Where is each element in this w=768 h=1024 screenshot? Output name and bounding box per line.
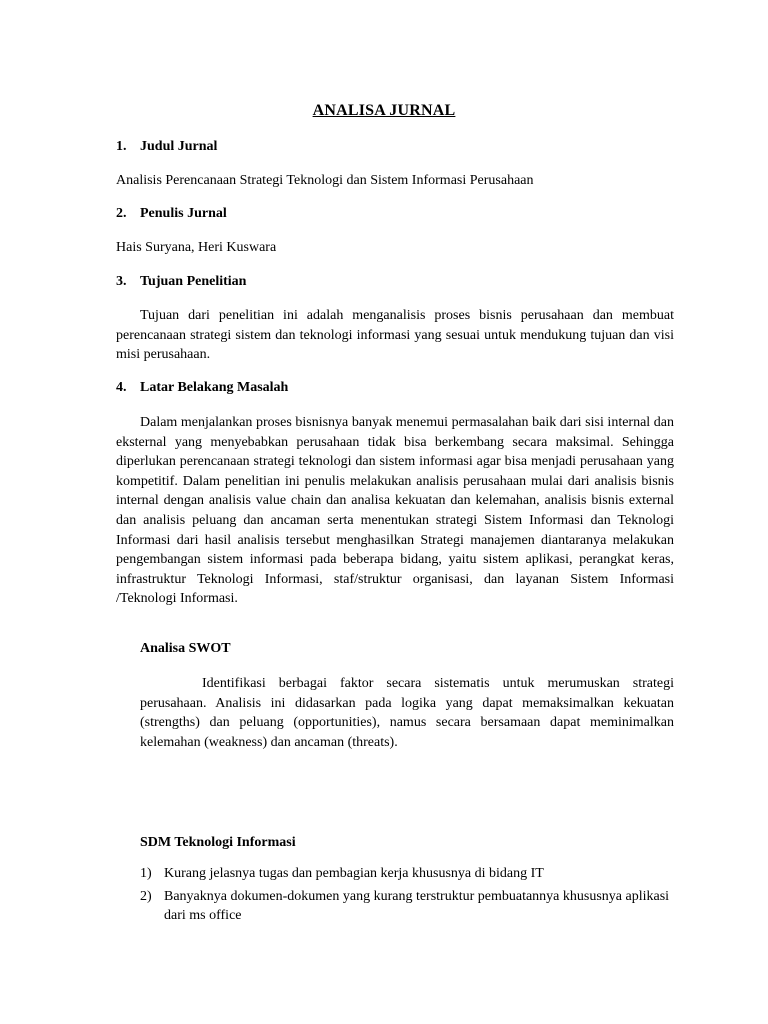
section-heading-label: Latar Belakang Masalah bbox=[140, 380, 289, 395]
list-marker: 1) bbox=[140, 866, 152, 881]
section-heading-label: Judul Jurnal bbox=[140, 139, 218, 154]
section-heading-label: Tujuan Penelitian bbox=[140, 274, 247, 289]
list-item-text: Banyaknya dokumen-dokumen yang kurang terstruktur pembuatannya khususnya aplikasi dari ms office bbox=[164, 888, 670, 924]
section-number: 3. bbox=[116, 274, 127, 289]
sdm-list bbox=[140, 864, 674, 929]
section-heading-label: Penulis Jurnal bbox=[140, 206, 227, 221]
swot-heading: Analisa SWOT bbox=[140, 641, 231, 656]
document-title: ANALISA JURNAL bbox=[312, 102, 456, 119]
section-heading-latar-belakang bbox=[116, 380, 288, 396]
section-number: 4. bbox=[116, 380, 127, 395]
section-content-tujuan: Tujuan dari penelitian ini adalah menganalisis proses bisnis perusahaan dan membuat perencanaan strategi sistem dan teknologi informasi yang sesuai untuk mendukung tujuan dan visi misi perusahaan. bbox=[116, 308, 674, 363]
section-content-penulis: Hais Suryana, Heri Kuswara bbox=[116, 240, 277, 255]
list-item-text: Kurang jelasnya tugas dan pembagian kerja khususnya di bidang IT bbox=[164, 866, 544, 881]
section-content-latar-belakang: Dalam menjalankan proses bisnisnya banyak menemui permasalahan baik dari sisi internal dan eksternal yang menyebabkan perusahaan tidak bisa berkembang secara maksimal. Sehingga diperlukan perencanaan strategi teknologi dan sistem informasi agar bisa menjadi perusahaan yang kompetitif. Dalam penelitian ini penulis melakukan analisis perusahaan mulai dari analisis bisnis internal dengan analisis value chain dan analisa kekuatan dan kelemahan, analisis bisnis external dan analisis peluang dan ancaman serta menentukan strategi Sistem Informasi dan Teknologi Informasi dari hasil analisis tersebut menghasilkan Strategi manajemen diantaranya melakukan pengembangan sistem informasi pada beberapa bidang, yaitu sistem aplikasi, perangkat keras, infrastruktur Teknologi Informasi, staf/struktur organisasi, dan layanan Sistem Informasi /Teknologi Informasi. bbox=[116, 415, 674, 607]
list-item bbox=[140, 887, 674, 926]
list-item bbox=[140, 864, 674, 884]
section-number: 1. bbox=[116, 139, 127, 154]
section-number: 2. bbox=[116, 206, 127, 221]
sdm-heading: SDM Teknologi Informasi bbox=[140, 835, 296, 850]
section-heading-tujuan bbox=[116, 274, 246, 290]
section-content-judul: Analisis Perencanaan Strategi Teknologi dan Sistem Informasi Perusahaan bbox=[116, 173, 534, 188]
section-heading-judul bbox=[116, 139, 217, 155]
swot-content: Identifikasi berbagai faktor secara sistematis untuk merumuskan strategi perusahaan. Analisis ini didasarkan pada logika yang dapat memaksimalkan kekuatan (strengths) dan peluang (opportunities), namus secara bersamaan dapat meminimalkan kelemahan (weakness) dan ancaman (threats). bbox=[140, 676, 674, 750]
list-marker: 2) bbox=[140, 888, 152, 904]
section-heading-penulis bbox=[116, 206, 227, 222]
